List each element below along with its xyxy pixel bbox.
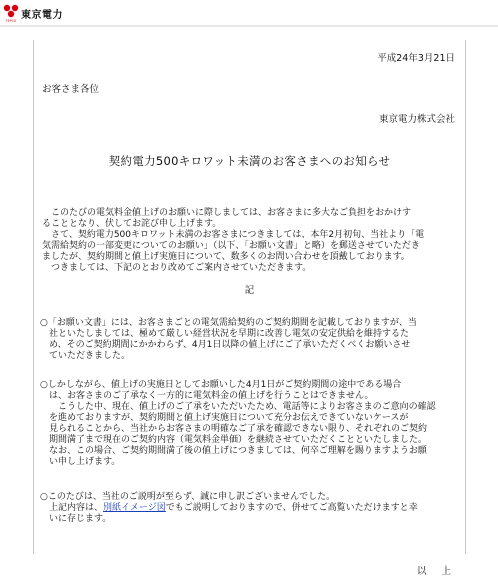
section-line: なお、この場合、ご契約期間満了後の値上げにつきましては、何卒ご理解を賜りますようお願: [40, 446, 427, 456]
section-line: め、そのご契約期間にかかわらず、4月1日以降の値上げにご了承いただくべくお願いさせ: [40, 340, 411, 350]
section-price-increase: [40, 380, 436, 468]
section-text: 上記内容は、: [40, 503, 104, 513]
section-line: ○「お願い文書」には、お客さまごとの電気需給契約のご契約期間を記載しておりますが、当: [40, 318, 417, 328]
logo-text: TEPCO: [5, 19, 17, 23]
section-line: を進めておりますが、契約期間と値上げ実施日について充分お伝えできていないケースが: [40, 413, 409, 423]
section-apology: [40, 492, 418, 525]
intro-line: 気需給契約の一部変更についてのお願い」（以下、「お願い文書」と略）を郵送させていただき: [42, 241, 420, 251]
intro-line: ることとなり、伏してお詫び申し上げます。: [42, 219, 222, 229]
header-divider: [0, 25, 498, 27]
salutation: お客さま各位: [42, 84, 100, 95]
section-line: ○しかしながら、値上げの実施日としてお願いした4月1日がご契約期間の途中である場合: [40, 380, 402, 390]
site-header: [0, 0, 498, 26]
section-line: ていただきました。: [40, 351, 131, 361]
notice-date: 平成24年3月21日: [377, 53, 455, 64]
section-line: 社といたしましては、極めて厳しい経営状況を早期に改善し電気の安定供給を維持するた: [40, 329, 410, 339]
section-line: こうした中、現在、値上げのご了承をいただいたため、電話等によりお客さまのご意向の確認: [40, 402, 436, 412]
company-name: 東京電力株式会社: [378, 114, 455, 125]
section-line: 期間満了まで現在のご契約内容（電気料金単価）を継続させていただくことといたしました。: [40, 435, 428, 445]
ki-heading: 記: [244, 285, 255, 296]
section-text: でもご説明しておりますので、併せてご高覧いただけますと幸: [165, 503, 418, 513]
intro-line: さて、契約電力500キロワット未満のお客さまにつきましては、本年2月初旬、当社より「電: [42, 230, 425, 240]
intro-line: このたびの電気料金値上げのお願いに際しましては、お客さまに多大なご負担をおかけす: [42, 208, 412, 218]
tepco-logo-icon[interactable]: [3, 3, 19, 23]
intro-line: つきましては、下記のとおり改めてご案内させていただきます。: [42, 263, 312, 273]
notice-document: [33, 40, 466, 577]
section-line: [40, 503, 418, 514]
image-diagram-link[interactable]: 別紙イメージ図: [103, 503, 166, 513]
intro-line: ましたが、契約期間と値上げ実施日について、数多くのお問い合わせを頂戴しております。: [42, 252, 410, 262]
section-line: いに存じます。: [40, 514, 112, 524]
section-line: い申し上げます。: [40, 457, 121, 467]
notice-title: 契約電力500キロワット未満のお客さまへのお知らせ: [108, 154, 391, 168]
brand-name[interactable]: 東京電力: [21, 10, 63, 21]
section-line: は、お客さまのご了承なく一方的に電気料金の値上げを行うことはできません。: [40, 391, 374, 401]
section-line: 見られることから、当社からお客さまの明確なご了承を確認できない限り、それぞれのご契約: [40, 424, 428, 434]
closing-mark: 以 上: [416, 566, 457, 577]
section-line: ○このたびは、当社のご説明が至らず、誠に申し訳ございませんでした。: [40, 492, 336, 502]
intro-paragraph: [42, 208, 460, 274]
section-contract-period: [40, 318, 417, 362]
